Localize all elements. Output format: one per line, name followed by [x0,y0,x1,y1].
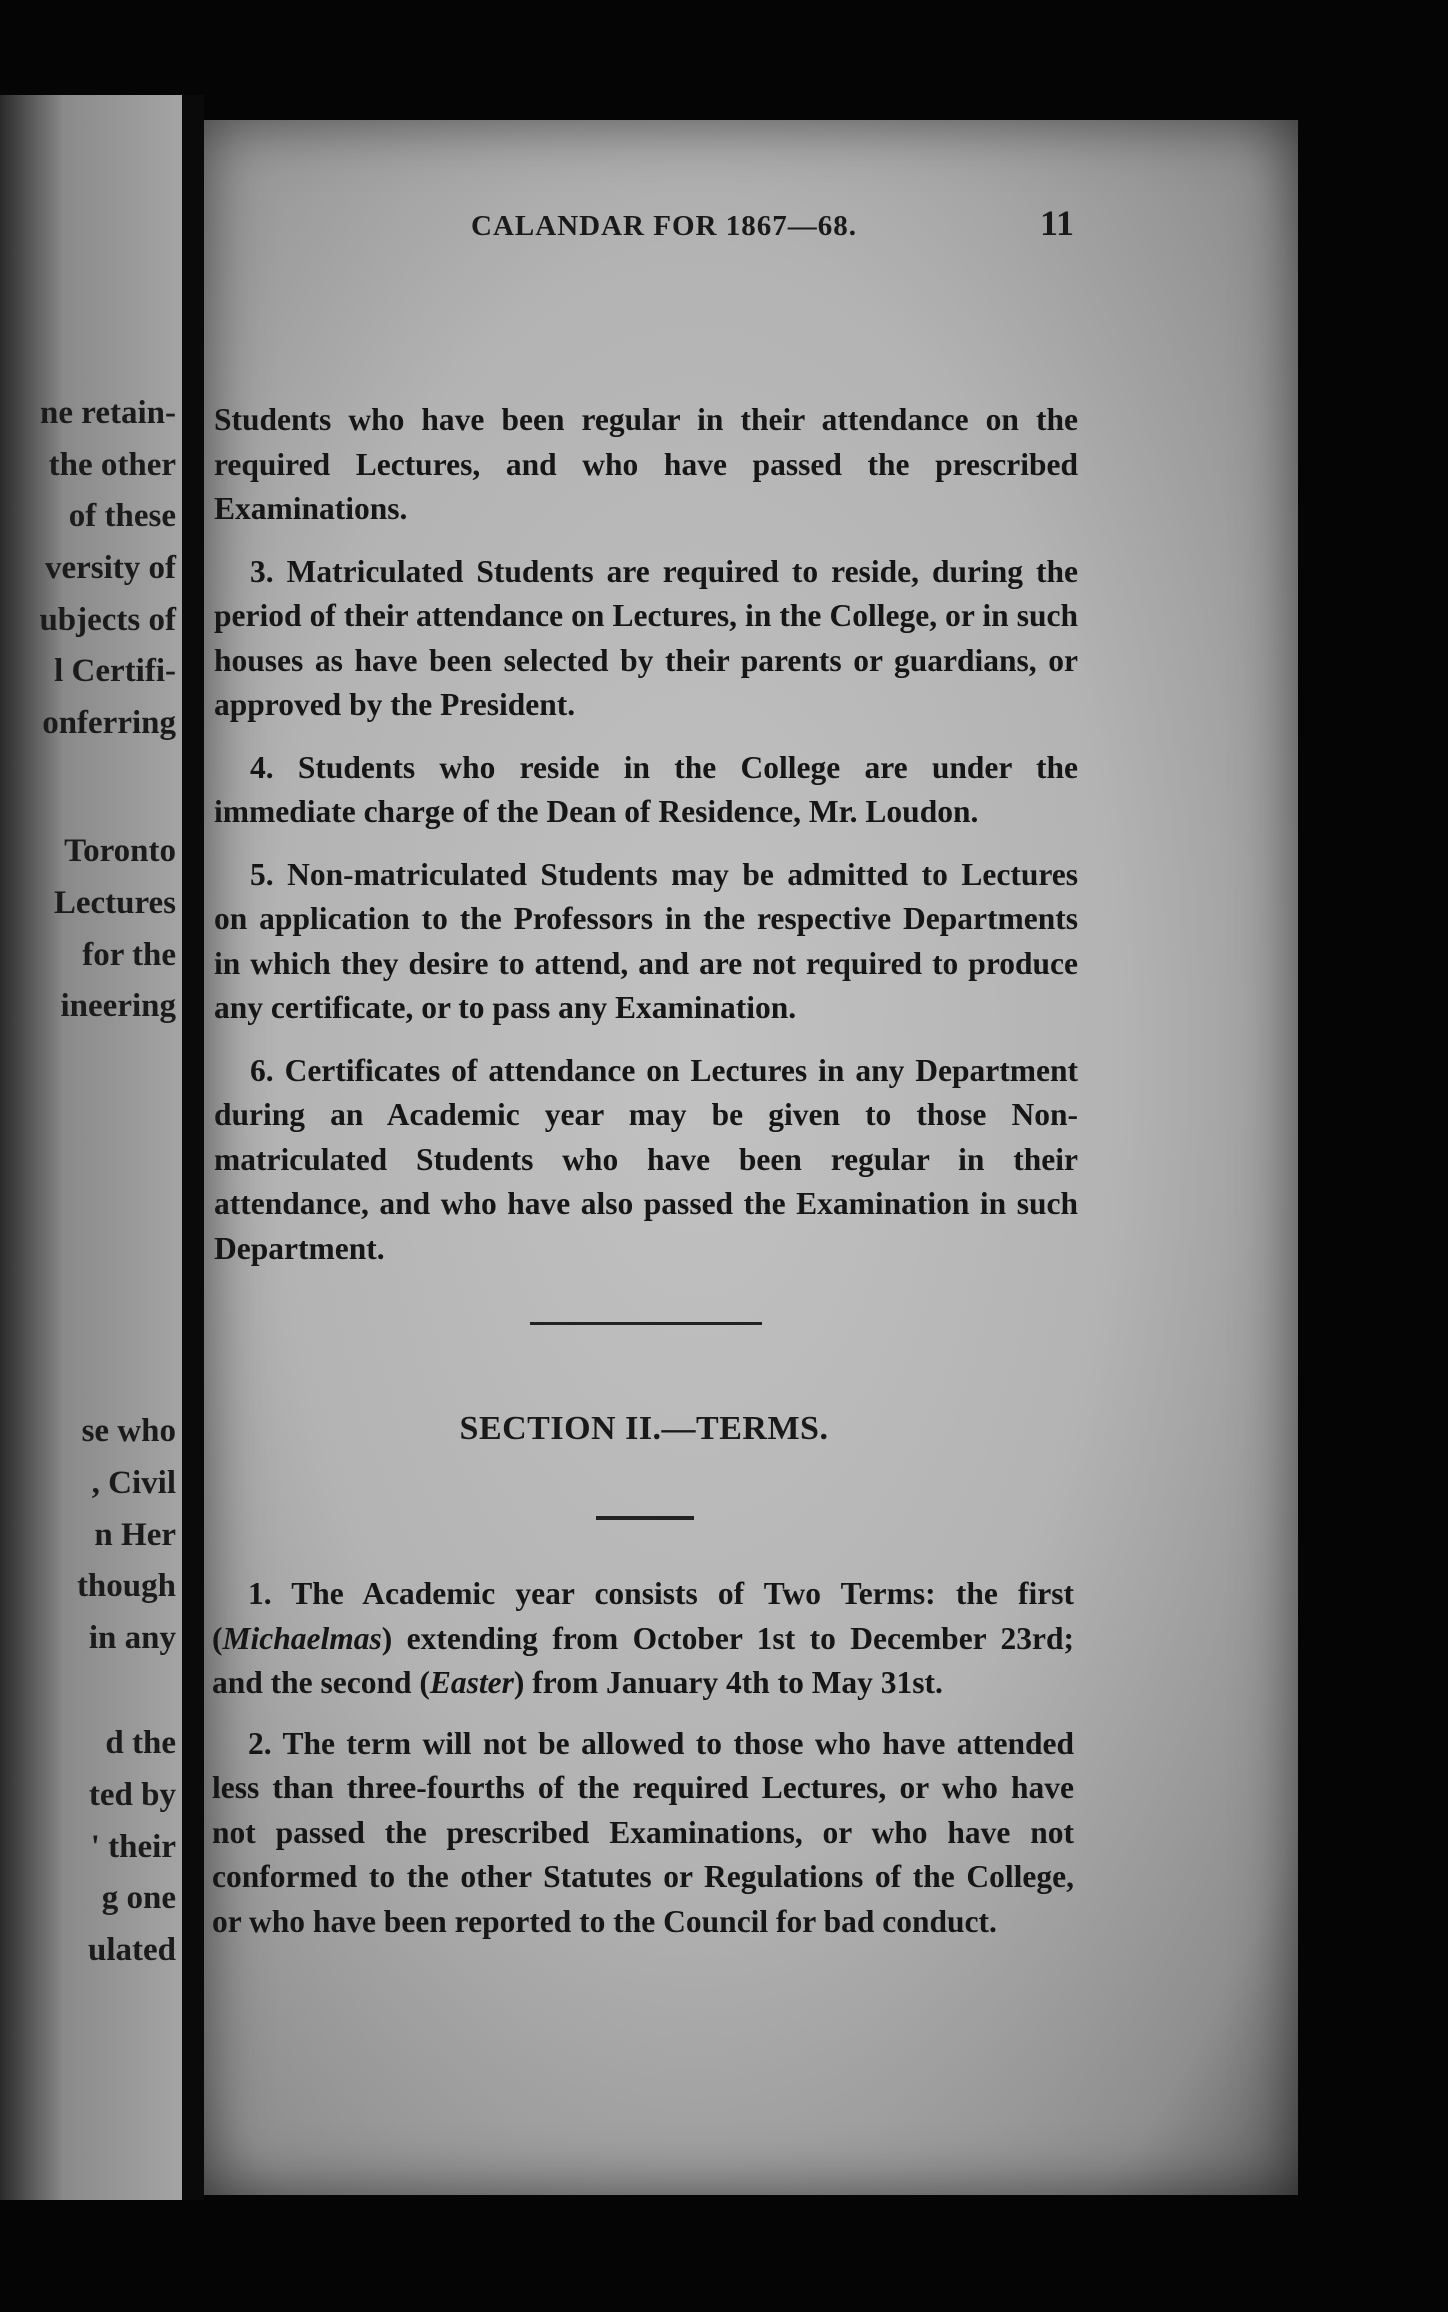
paragraph-6: 6. Certificates of attendance on Lectures in any Department during an Academic year may be given to those Non-matriculated Students who have been regular in their attendance, and who have also passed the Examination in such Department. [214,1052,1078,1266]
previous-page-edge [0,95,182,2200]
paragraph-4: 4. Students who reside in the College are under the immediate charge of the Dean of Residence, Mr. Loudon. [214,749,1078,829]
left-page-line: Lectures [53,885,176,921]
term-name-michaelmas: Michaelmas [222,1620,382,1656]
left-page-line: Toronto [64,833,176,869]
left-page-line: d the [105,1725,176,1761]
left-page-line: ubjects of [39,602,176,638]
left-page-line: n Her [94,1517,176,1553]
terms-p1-text: 1. The Academic year consists of Two Terms: the first ( [212,1576,1074,1656]
left-page-line: ulated [87,1932,176,1968]
page-number: 11 [1040,203,1075,243]
left-page-line: versity of [44,550,176,586]
terms-body [212,1572,1074,1960]
left-page-line: ted by [88,1777,176,1813]
section-divider-rule [530,1322,762,1325]
left-page-line: , Civil [91,1465,176,1501]
left-page-line: g one [101,1880,176,1916]
left-page-line: of these [68,498,176,534]
section-heading: SECTION II.—TERMS. [459,1410,829,1447]
terms-paragraph-1 [212,1572,1074,1706]
terms-paragraph-2: 2. The term will not be allowed to those who have attended less than three-fourths of the required Lectures, or who have not passed the prescribed Examinations, or who have not conformed to the other Statutes or Regulations of the College, or who have been reported to the Council for bad conduct. [212,1725,1074,1939]
left-page-line: ' their [90,1829,176,1865]
terms-p1-text: ) from January 4th to May 31st. [513,1665,943,1700]
left-page-line: l Certifi- [54,653,176,689]
paragraph-3: 3. Matriculated Students are required to reside, during the period of their attendance on Lectures, in the College, or in such houses as have been selected by their parents or guardians, or approved by the President. [214,553,1078,722]
book-gutter [182,95,204,2200]
terms-p1-text: ) extending from October 1st to December 23rd; and the second ( [212,1620,1074,1700]
heading-underline-rule [596,1516,694,1520]
left-page-line: onferring [42,705,176,741]
left-page-line: se who [81,1413,176,1449]
left-page-line: ne retain- [40,395,176,431]
running-head: CALANDAR FOR 1867—68. [471,210,857,242]
page-body [214,398,1078,1289]
left-page-line: ineering [60,988,176,1024]
paragraph-5: 5. Non-matriculated Students may be admitted to Lectures on application to the Professors in the respective Departments in which they desire to attend, and are not required to produce any certificate, or to pass any Examination. [214,856,1078,1025]
left-page-line: though [76,1568,176,1604]
left-page-line: the other [48,447,176,483]
paragraph-continuation: Students who have been regular in their attendance on the required Lectures, and who have passed the prescribed Examinations. [214,402,1078,526]
left-page-line: for the [82,937,176,973]
left-page-line: in any [88,1620,176,1656]
term-name-easter: Easter [429,1665,514,1700]
